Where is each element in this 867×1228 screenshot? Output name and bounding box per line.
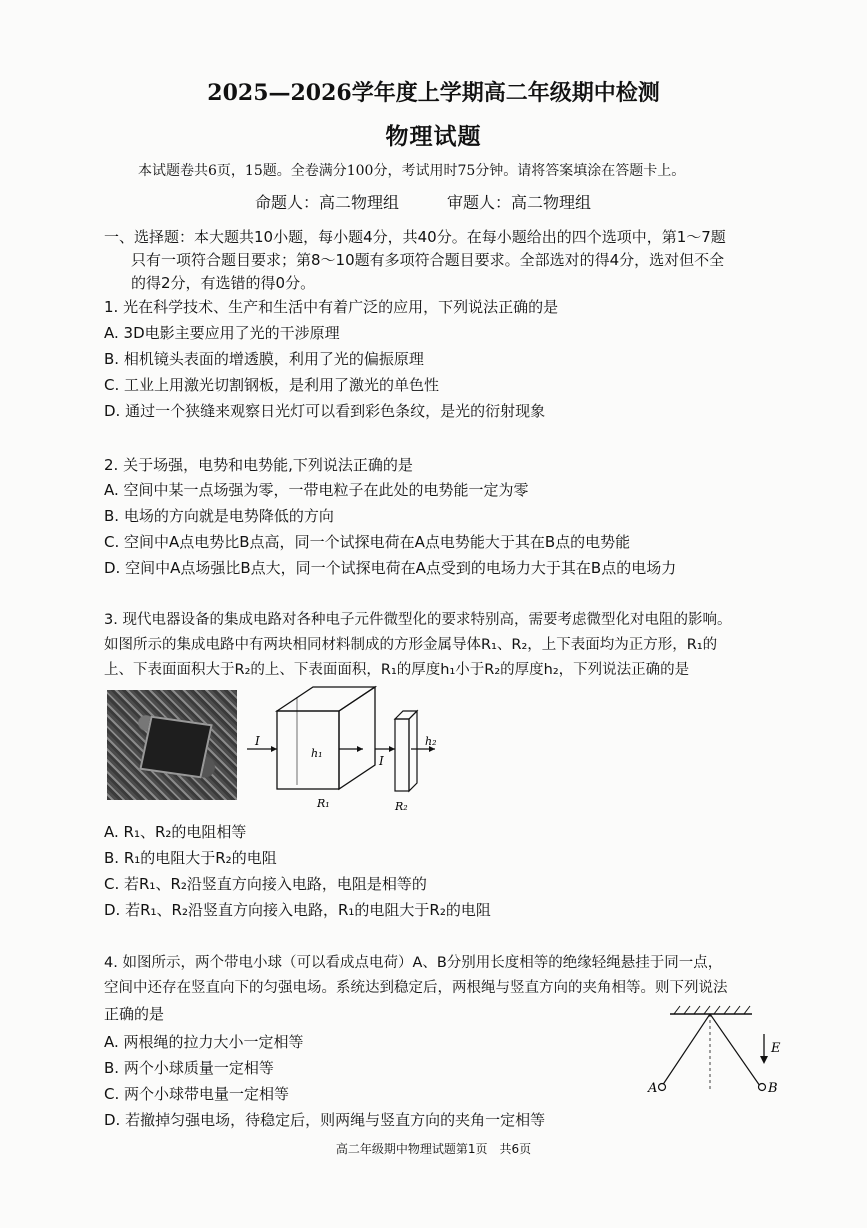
q3-stem-2: 如图所示的集成电路中有两块相同材料制成的方形金属导体R₁、R₂，上下表面均为正方形，R₁的: [104, 637, 718, 653]
current-label-1: I: [255, 734, 260, 748]
q4-stem-2: 空间中还存在竖直向下的匀强电场。系统达到稳定后，两根绳与竖直方向的夹角相等。则下列说法: [104, 980, 728, 996]
q4-stem-3: 正确的是: [104, 1005, 165, 1023]
exam-title: 2025—2026学年度上学期高二年级期中检测: [207, 80, 660, 106]
exam-subtitle: 物理试题: [385, 123, 482, 150]
q3-stem-3: 上、下表面面积大于R₂的上、下表面面积，R₁的厚度h₁小于R₂的厚度h₂，下列说法正确的是: [104, 662, 690, 678]
q1-option-d: D. 通过一个狭缝来观察日光灯可以看到彩色条纹，是光的衍射现象: [104, 402, 546, 420]
q1-option-c: C. 工业上用激光切割钢板，是利用了激光的单色性: [104, 376, 440, 394]
q2-option-c: C. 空间中A点电势比B点高，同一个试探电荷在A点电势能大于其在B点的电势能: [104, 533, 631, 551]
h2-label: h₂: [425, 735, 437, 748]
page-footer: 高二年级期中物理试题第1页 共6页: [335, 1142, 532, 1156]
exam-info: 本试题卷共6页，15题。全卷满分100分，考试用时75分钟。请将答案填涂在答题卡上。: [138, 163, 686, 179]
q4-option-c: C. 两个小球带电量一定相等: [104, 1085, 290, 1103]
pendulum-figure: [640, 1002, 790, 1102]
h1-label: h₁: [311, 747, 323, 760]
section-instructions-1: 一、选择题：本大题共10小题，每小题4分，共40分。在每小题给出的四个选项中，第1～7题: [104, 228, 726, 246]
q4-option-b: B. 两个小球质量一定相等: [104, 1059, 274, 1077]
q1-option-a: A. 3D电影主要应用了光的干涉原理: [104, 324, 340, 342]
q3-option-b: B. R₁的电阻大于R₂的电阻: [104, 849, 277, 867]
q2-option-b: B. 电场的方向就是电势降低的方向: [104, 507, 334, 525]
current-label-2: I: [379, 754, 384, 768]
q1-stem: 1. 光在科学技术、生产和生活中有着广泛的应用，下列说法正确的是: [104, 298, 559, 316]
q1-option-b: B. 相机镜头表面的增透膜，利用了光的偏振原理: [104, 350, 424, 368]
q3-stem-1: 3. 现代电器设备的集成电路对各种电子元件微型化的要求特别高，需要考虑微型化对电阻的影响。: [104, 612, 732, 628]
q4-stem-1: 4. 如图所示，两个带电小球（可以看成点电荷）A、B分别用长度相等的绝缘轻绳悬挂于同一点，: [104, 955, 723, 971]
q2-option-a: A. 空间中某一点场强为零，一带电粒子在此处的电势能一定为零: [104, 481, 529, 499]
section-instructions-2: 只有一项符合题目要求；第8～10题有多项符合题目要求。全部选对的得4分，选对但不全: [131, 251, 725, 269]
q3-option-d: D. 若R₁、R₂沿竖直方向接入电路，R₁的电阻大于R₂的电阻: [104, 901, 491, 919]
r1-label: R₁: [317, 797, 330, 810]
exam-authors: 命题人：高二物理组 审题人：高二物理组: [255, 193, 592, 212]
q3-option-a: A. R₁、R₂的电阻相等: [104, 823, 247, 841]
ball-b-label: B: [768, 1081, 778, 1096]
chip-image: [139, 716, 212, 779]
q2-option-d: D. 空间中A点场强比B点大，同一个试探电荷在A点受到的电场力大于其在B点的电场力: [104, 559, 677, 577]
r2-label: R₂: [395, 800, 408, 813]
circuit-board-photo: [107, 690, 237, 800]
q4-option-d: D. 若撤掉匀强电场，待稳定后，则两绳与竖直方向的夹角一定相等: [104, 1111, 546, 1129]
resistor-figure: [245, 685, 455, 820]
q2-stem: 2. 关于场强，电势和电势能,下列说法正确的是: [104, 456, 413, 474]
ball-a-label: A: [648, 1081, 658, 1096]
field-label: E: [771, 1041, 781, 1056]
q4-option-a: A. 两根绳的拉力大小一定相等: [104, 1033, 304, 1051]
q3-option-c: C. 若R₁、R₂沿竖直方向接入电路，电阻是相等的: [104, 875, 427, 893]
section-instructions-3: 的得2分，有选错的得0分。: [131, 274, 316, 292]
